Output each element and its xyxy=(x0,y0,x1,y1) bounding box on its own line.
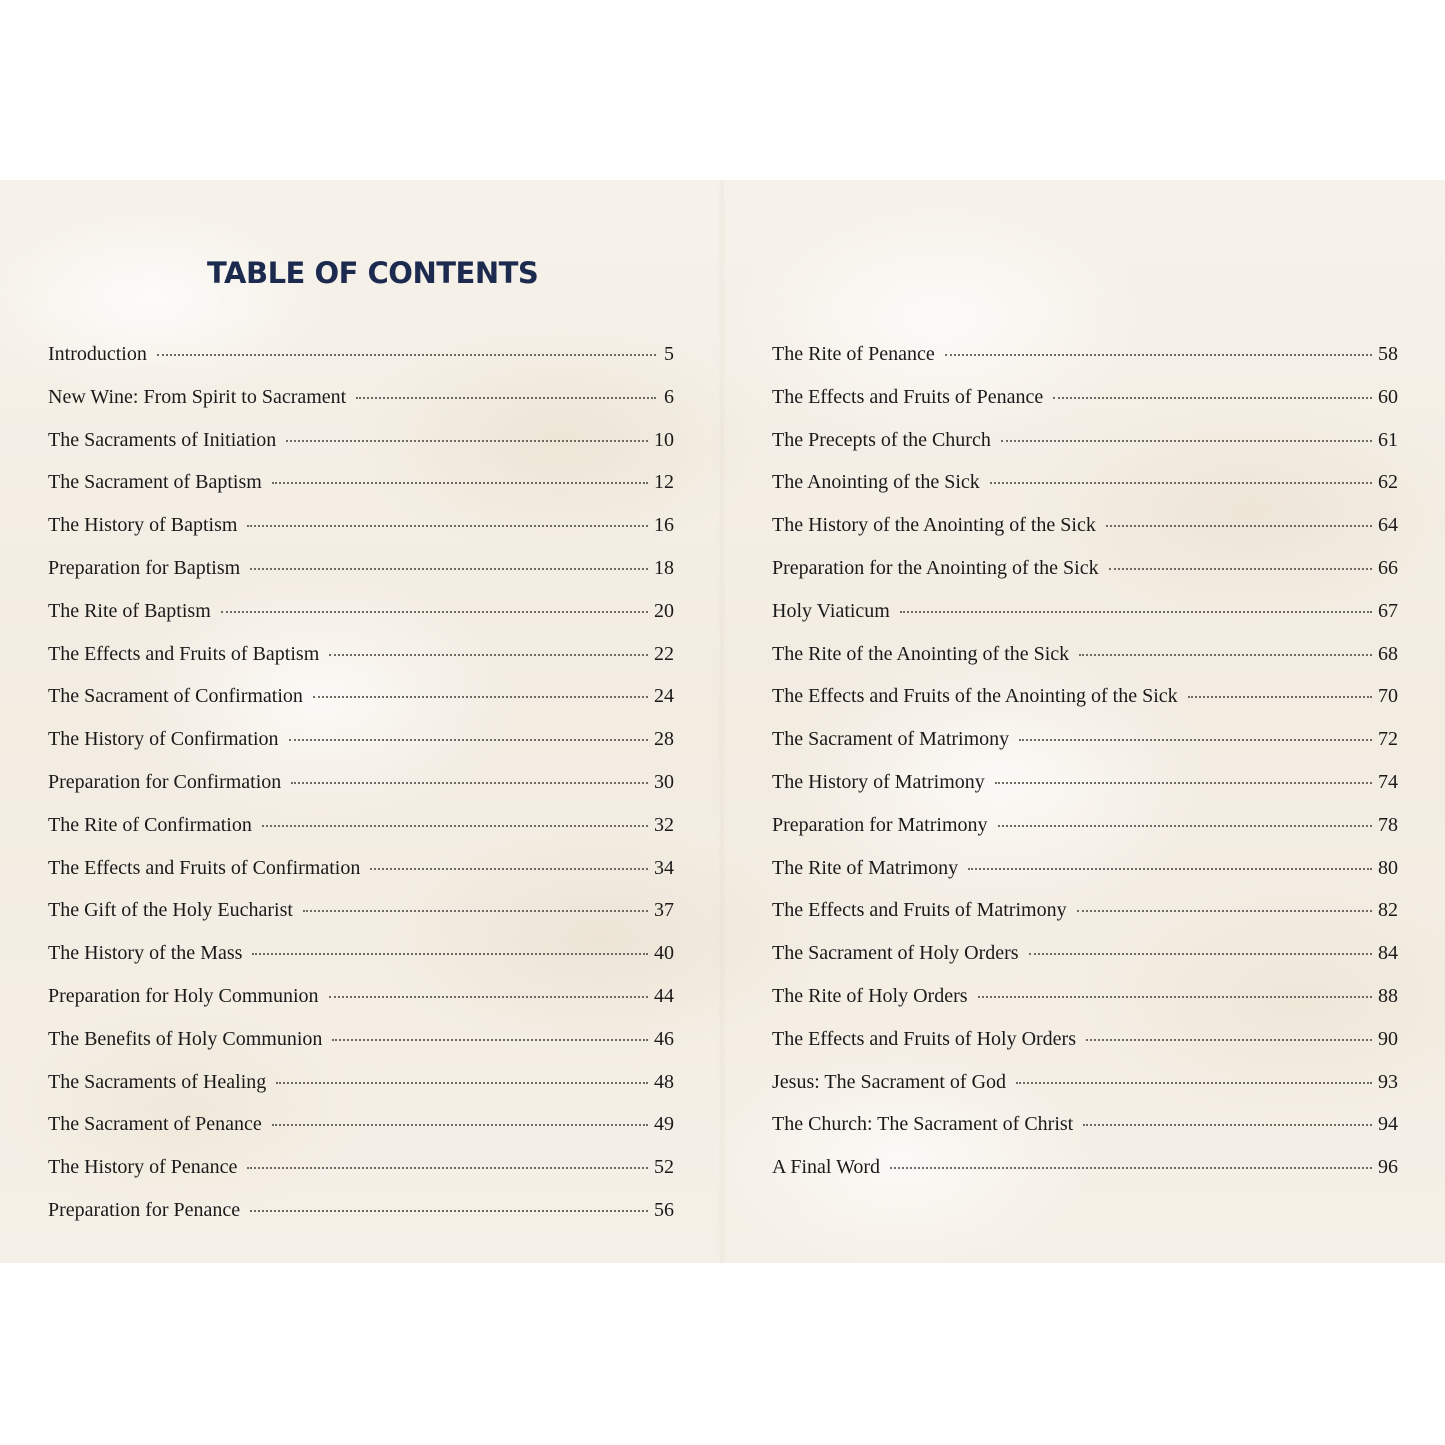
toc-entry-title: The Church: The Sacrament of Christ xyxy=(772,1113,1074,1136)
toc-entry[interactable] xyxy=(48,939,674,982)
toc-page-number: 49 xyxy=(654,1113,674,1136)
toc-entry[interactable] xyxy=(48,597,674,640)
dot-leader xyxy=(332,1038,648,1041)
dot-leader xyxy=(1086,1038,1372,1041)
toc-entry-title: The Benefits of Holy Communion xyxy=(48,1027,323,1050)
toc-entry[interactable] xyxy=(772,1110,1398,1153)
toc-entry-title: The Gift of the Holy Eucharist xyxy=(48,899,293,922)
dot-leader xyxy=(1077,909,1372,912)
toc-page-number: 96 xyxy=(1378,1156,1398,1179)
toc-entry-title: New Wine: From Spirit to Sacrament xyxy=(48,385,347,408)
toc-page-number: 84 xyxy=(1378,942,1398,965)
dot-leader xyxy=(1001,439,1372,442)
dot-leader xyxy=(1016,1081,1372,1084)
toc-entry[interactable] xyxy=(48,1110,674,1153)
toc-page-number: 18 xyxy=(654,556,674,579)
toc-entry[interactable] xyxy=(772,811,1398,854)
toc-list-right xyxy=(772,340,1398,1196)
dot-leader xyxy=(247,1166,648,1169)
toc-entry[interactable] xyxy=(48,468,674,511)
toc-entry-title: The History of Matrimony xyxy=(772,770,985,793)
toc-entry[interactable] xyxy=(772,426,1398,469)
toc-page-number: 16 xyxy=(654,514,674,537)
toc-entry-title: The Sacrament of Confirmation xyxy=(48,685,303,708)
toc-entry-title: The History of the Anointing of the Sick xyxy=(772,514,1096,537)
toc-page-number: 20 xyxy=(654,599,674,622)
toc-entry-title: The Rite of Penance xyxy=(772,343,935,365)
toc-entry-title: The Sacrament of Penance xyxy=(48,1113,262,1136)
toc-entry-title: Preparation for Confirmation xyxy=(48,770,282,793)
toc-page-number: 80 xyxy=(1378,856,1398,879)
toc-entry-title: The History of Penance xyxy=(48,1156,238,1179)
dot-leader xyxy=(1109,567,1372,570)
toc-page-number: 74 xyxy=(1378,770,1398,793)
toc-page-number: 72 xyxy=(1378,728,1398,751)
toc-entry-title: The Rite of Holy Orders xyxy=(772,984,968,1007)
dot-leader xyxy=(291,781,648,784)
toc-entry[interactable] xyxy=(772,982,1398,1025)
dot-leader xyxy=(272,1123,648,1126)
toc-entry-title: The Rite of Matrimony xyxy=(772,856,959,879)
dot-leader xyxy=(990,481,1372,484)
toc-entry-title: The Precepts of the Church xyxy=(772,428,991,451)
toc-entry-title: Preparation for Holy Communion xyxy=(48,984,319,1007)
toc-page-number: 37 xyxy=(654,899,674,922)
toc-page-number: 5 xyxy=(664,343,674,365)
toc-page-number: 94 xyxy=(1378,1113,1398,1136)
dot-leader xyxy=(998,824,1373,827)
toc-page-number: 34 xyxy=(654,856,674,879)
toc-page-number: 93 xyxy=(1378,1070,1398,1093)
dot-leader xyxy=(1029,952,1372,955)
dot-leader xyxy=(356,396,656,399)
dot-leader xyxy=(247,524,648,527)
dot-leader xyxy=(286,439,648,442)
toc-page-number: 32 xyxy=(654,813,674,836)
toc-entry-title: The Sacrament of Matrimony xyxy=(772,728,1010,751)
toc-page-number: 68 xyxy=(1378,642,1398,665)
toc-entry[interactable] xyxy=(772,682,1398,725)
toc-entry-title: Jesus: The Sacrament of God xyxy=(772,1070,1007,1093)
toc-entry[interactable] xyxy=(48,340,674,383)
dot-leader xyxy=(276,1081,648,1084)
right-page xyxy=(722,180,1445,1263)
toc-entry-title: Introduction xyxy=(48,343,147,365)
dot-leader xyxy=(157,353,656,356)
toc-entry[interactable] xyxy=(48,426,674,469)
dot-leader xyxy=(978,995,1372,998)
toc-entry[interactable] xyxy=(48,554,674,597)
toc-entry-title: The Effects and Fruits of Baptism xyxy=(48,642,320,665)
toc-page-number: 88 xyxy=(1378,984,1398,1007)
toc-page-number: 46 xyxy=(654,1027,674,1050)
toc-page-number: 90 xyxy=(1378,1027,1398,1050)
toc-list-left xyxy=(48,340,674,1239)
toc-entry[interactable] xyxy=(48,768,674,811)
dot-leader xyxy=(900,610,1372,613)
toc-entry[interactable] xyxy=(772,768,1398,811)
dot-leader xyxy=(250,567,648,570)
toc-entry[interactable] xyxy=(772,1153,1398,1196)
toc-entry[interactable] xyxy=(772,340,1398,383)
dot-leader xyxy=(289,738,648,741)
dot-leader xyxy=(303,909,648,912)
toc-entry[interactable] xyxy=(772,939,1398,982)
toc-entry-title: The Effects and Fruits of Matrimony xyxy=(772,899,1067,922)
toc-page-number: 24 xyxy=(654,685,674,708)
toc-entry[interactable] xyxy=(772,554,1398,597)
dot-leader xyxy=(250,1209,648,1212)
toc-page-number: 67 xyxy=(1378,599,1398,622)
dot-leader xyxy=(1106,524,1372,527)
page-title: TABLE OF CONTENTS xyxy=(207,256,539,290)
toc-page-number: 78 xyxy=(1378,813,1398,836)
toc-entry-title: The Effects and Fruits of the Anointing of the Sick xyxy=(772,685,1178,708)
toc-entry-title: The Effects and Fruits of Holy Orders xyxy=(772,1027,1077,1050)
toc-entry-title: Preparation for Baptism xyxy=(48,556,241,579)
toc-entry-title: The Sacrament of Holy Orders xyxy=(772,942,1019,965)
toc-entry-title: Holy Viaticum xyxy=(772,599,890,622)
toc-entry-title: The Rite of the Anointing of the Sick xyxy=(772,642,1070,665)
toc-entry[interactable] xyxy=(772,597,1398,640)
toc-entry[interactable] xyxy=(48,896,674,939)
dot-leader xyxy=(370,867,648,870)
toc-entry[interactable] xyxy=(48,383,674,426)
toc-entry[interactable] xyxy=(772,725,1398,768)
toc-entry[interactable] xyxy=(48,854,674,897)
toc-entry[interactable] xyxy=(48,1196,674,1239)
toc-page-number: 60 xyxy=(1378,385,1398,408)
dot-leader xyxy=(1188,695,1372,698)
toc-entry[interactable] xyxy=(772,896,1398,939)
dot-leader xyxy=(329,995,648,998)
toc-entry-title: The Sacraments of Initiation xyxy=(48,428,277,451)
dot-leader xyxy=(1079,653,1372,656)
left-page xyxy=(0,180,722,1263)
toc-page-number: 28 xyxy=(654,728,674,751)
toc-page-number: 61 xyxy=(1378,428,1398,451)
dot-leader xyxy=(1083,1123,1372,1126)
toc-entry-title: Preparation for Penance xyxy=(48,1198,241,1221)
dot-leader xyxy=(890,1166,1372,1169)
toc-entry[interactable] xyxy=(48,511,674,554)
toc-entry[interactable] xyxy=(772,1025,1398,1068)
toc-page-number: 64 xyxy=(1378,514,1398,537)
toc-page-number: 62 xyxy=(1378,471,1398,494)
toc-entry-title: The Sacraments of Healing xyxy=(48,1070,267,1093)
toc-entry[interactable] xyxy=(772,640,1398,683)
toc-entry[interactable] xyxy=(772,468,1398,511)
toc-page-number: 82 xyxy=(1378,899,1398,922)
toc-entry[interactable] xyxy=(48,682,674,725)
dot-leader xyxy=(995,781,1372,784)
toc-page-number: 10 xyxy=(654,428,674,451)
dot-leader xyxy=(1053,396,1372,399)
toc-entry[interactable] xyxy=(48,725,674,768)
toc-page-number: 44 xyxy=(654,984,674,1007)
toc-entry-title: The Sacrament of Baptism xyxy=(48,471,262,494)
toc-page-number: 70 xyxy=(1378,685,1398,708)
toc-entry[interactable] xyxy=(772,1068,1398,1111)
dot-leader xyxy=(252,952,648,955)
dot-leader xyxy=(968,867,1372,870)
dot-leader xyxy=(945,353,1372,356)
toc-entry[interactable] xyxy=(48,640,674,683)
toc-entry[interactable] xyxy=(772,854,1398,897)
toc-entry-title: The Rite of Confirmation xyxy=(48,813,252,836)
toc-page-number: 56 xyxy=(654,1198,674,1221)
toc-page-number: 22 xyxy=(654,642,674,665)
toc-page-number: 30 xyxy=(654,770,674,793)
toc-page-number: 66 xyxy=(1378,556,1398,579)
toc-entry-title: Preparation for the Anointing of the Sick xyxy=(772,556,1099,579)
toc-entry-title: The History of Confirmation xyxy=(48,728,279,751)
toc-entry[interactable] xyxy=(48,1153,674,1196)
dot-leader xyxy=(272,481,648,484)
toc-entry[interactable] xyxy=(772,511,1398,554)
dot-leader xyxy=(313,695,648,698)
toc-page-number: 58 xyxy=(1378,343,1398,365)
toc-entry[interactable] xyxy=(772,383,1398,426)
toc-page-number: 52 xyxy=(654,1156,674,1179)
dot-leader xyxy=(262,824,648,827)
toc-entry-title: Preparation for Matrimony xyxy=(772,813,988,836)
book-spread xyxy=(0,180,1445,1263)
toc-entry-title: The Effects and Fruits of Penance xyxy=(772,385,1044,408)
toc-page-number: 12 xyxy=(654,471,674,494)
toc-page-number: 6 xyxy=(664,385,674,408)
toc-page-number: 48 xyxy=(654,1070,674,1093)
dot-leader xyxy=(221,610,648,613)
dot-leader xyxy=(329,653,648,656)
toc-entry[interactable] xyxy=(48,1025,674,1068)
toc-entry-title: The Anointing of the Sick xyxy=(772,471,980,494)
toc-entry[interactable] xyxy=(48,1068,674,1111)
toc-entry[interactable] xyxy=(48,811,674,854)
toc-entry-title: The History of Baptism xyxy=(48,514,238,537)
toc-entry-title: The History of the Mass xyxy=(48,942,243,965)
toc-entry-title: A Final Word xyxy=(772,1156,881,1179)
dot-leader xyxy=(1019,738,1372,741)
toc-entry-title: The Rite of Baptism xyxy=(48,599,211,622)
toc-page-number: 40 xyxy=(654,942,674,965)
toc-entry-title: The Effects and Fruits of Confirmation xyxy=(48,856,361,879)
toc-entry[interactable] xyxy=(48,982,674,1025)
